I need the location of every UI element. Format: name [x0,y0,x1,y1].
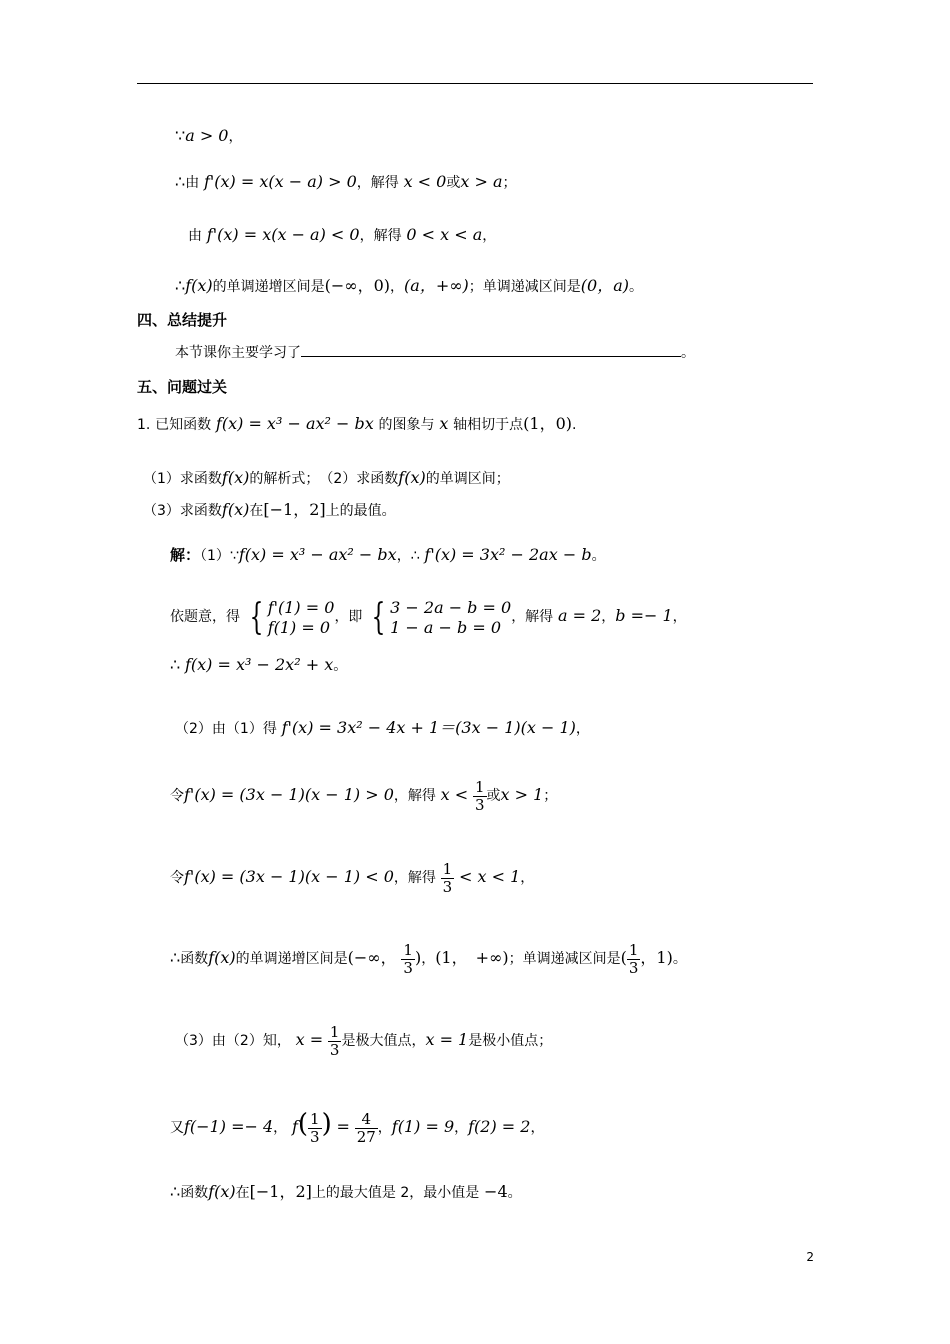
solution-part-2-derivative: （2）由（1）得 f'(x) = 3x² − 4x + 1＝(3x − 1)(x − 1)， [175,718,590,737]
solution-monotonic-intervals: ∴函数f(x)的单调递增区间是(−∞， $\frac{1}{3}$ )，(1， +∞)；单调递减区间是( $\frac{1}{3}$ ，1)。 [170,940,687,977]
fraction: $\frac{1}{3}$ [403,940,413,977]
solution-max-min: ∴函数f(x)在[−1，2]上的最大值是 2，最小值是 −4。 [170,1182,522,1201]
math-expr: f'(x) = x(x − a) > 0 [203,172,357,191]
solution-system: 依题意，得 { f'(1) = 0 f(1) = 0 ，即 { 3 − 2a − b = 0 1 − a − b = 0 ，解得 a = 2，b =− 1， [170,597,687,638]
math-expr: a > 0 [185,126,229,145]
summary-prompt: 本节课你主要学习了 。 [175,342,695,363]
fraction: $\frac{1}{3}$ [474,777,485,814]
section-heading-problems: 五、问题过关 [137,378,228,396]
fraction: $\frac{1}{3}$ [442,859,453,896]
answer-blank[interactable] [301,342,681,357]
problem-1-part-3: （3）求函数f(x)在[−1，2]上的最值。 [143,500,396,519]
fraction: $\frac{1}{3}$ [628,940,639,977]
line-derivative-positive: ∴由 f'(x) = x(x − a) > 0，解得 x < 0或x > a； [175,172,517,191]
math-expr: f'(x) = x(x − a) < 0 [206,225,360,244]
because-symbol: ∵ [175,126,186,145]
fraction: $\frac{1}{3}$ [329,1022,340,1059]
solution-label: 解： [170,546,201,564]
solution-decreasing-condition: 令f'(x) = (3x − 1)(x − 1) < 0，解得 $\frac{1}{3}$ < x < 1， [170,859,535,896]
problem-1-parts-1-2: （1）求函数f(x)的解析式； （2）求函数f(x)的单调区间； [143,468,510,487]
math-expr: x < 0 [403,172,447,191]
line-derivative-negative: 由 f'(x) = x(x − a) < 0，解得 0 < x < a， [188,225,497,244]
fraction: $\frac{4}{27}$ [356,1109,376,1146]
line-monotonic-intervals: ∴f(x)的单调递增区间是(−∞，0)，(a，+∞)；单调递减区间是(0，a)。 [175,276,644,295]
line-a-positive: ∵a > 0， [175,126,243,145]
equation-system: { 3 − 2a − b = 0 1 − a − b = 0 [371,597,512,638]
fraction: $\frac{1}{3}$ [310,1109,320,1146]
math-expr: 0 < x < a [406,225,483,244]
solution-part-3-extrema: （3）由（2）知， x = $\frac{1}{3}$ 是极大值点，x = 1是极小值点； [175,1022,553,1059]
math-expr: f(x) = x³ − ax² − bx [215,414,374,433]
solution-increasing-condition: 令f'(x) = (3x − 1)(x − 1) > 0，解得 x < $\frac{1}{3}$ 或x > 1； [170,777,558,814]
math-expr: x > a [460,172,503,191]
equation-system: { f'(1) = 0 f(1) = 0 [249,597,335,638]
solution-part-1: 解：（1）∵f(x) = x³ − ax² − bx，∴ f'(x) = 3x² − 2ax − b。 [170,545,606,564]
page-number: 2 [806,1250,814,1264]
problem-1-statement: 1. 已知函数 f(x) = x³ − ax² − bx 的图象与 x 轴相切于点(1，0). [137,414,577,433]
solution-function-values: 又f(−1) =− 4， f( $\frac{1}{3}$ ) = $\frac{4}{27}$ ，f(1) = 9，f(2) = 2， [170,1109,545,1146]
solution-fx-result: ∴ f(x) = x³ − 2x² + x。 [170,655,348,674]
header-rule [137,83,813,84]
section-heading-summary: 四、总结提升 [137,311,228,329]
